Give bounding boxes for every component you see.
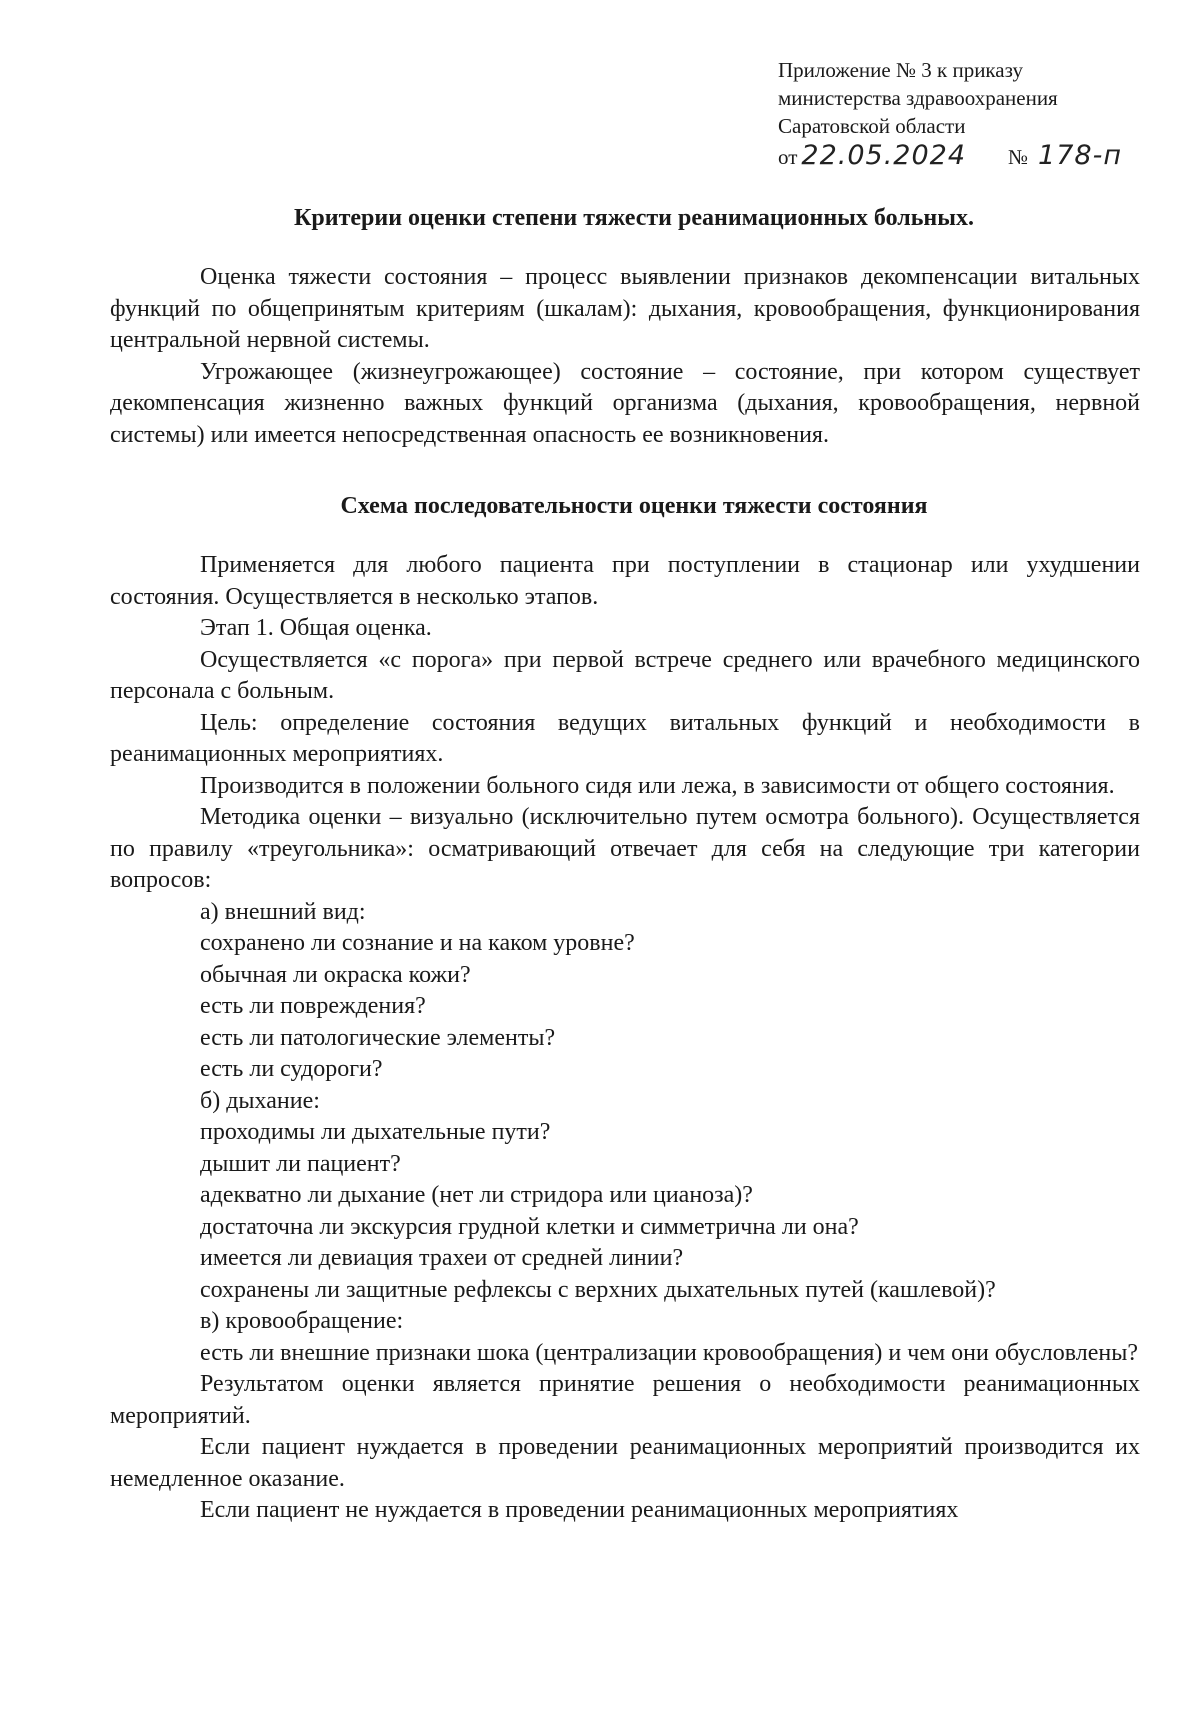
list-item: имеется ли девиация трахеи от средней линии? [200,1245,684,1271]
paragraph-needs-resuscitation: Если пациент нуждается в проведении реанимационных мероприятий производится их немедленное оказание. [110,1434,1140,1492]
category-a-heading: а) внешний вид: [200,898,366,925]
number-sign: № [1008,145,1029,169]
paragraph-position: Производится в положении больного сидя или лежа, в зависимости от общего состояния. [200,772,1115,799]
paragraph-threshold: Осуществляется «с порога» при первой встрече среднего или врачебного медицинского персонала с больным. [110,646,1140,704]
paragraph-method: Методика оценки – визуально (исключительно путем осмотра больного). Осуществляется по правилу «треугольника»: осматривающий отвечает для себя на следующие три категории вопросов: [110,804,1140,893]
list-item: есть ли повреждения? [200,993,426,1019]
list-item: есть ли судороги? [200,1056,383,1082]
paragraph-no-resuscitation: Если пациент не нуждается в проведении реанимационных мероприятиях [200,1497,959,1523]
list-item: достаточна ли экскурсия грудной клетки и симметрична ли она? [200,1213,859,1240]
paragraph-stage-1: Этап 1. Общая оценка. [200,615,432,641]
category-b-heading: б) дыхание: [200,1087,320,1114]
list-item-shock: есть ли внешние признаки шока (централизации кровообращения) и чем они обусловлены? [200,1339,1139,1366]
list-item: сохранено ли сознание и на каком уровне? [200,930,635,956]
list-item: обычная ли окраска кожи? [200,961,471,988]
list-item: адекватно ли дыхание (нет ли стридора или цианоза)? [200,1182,753,1208]
ot-label: от [778,145,798,169]
appendix-line-1: Приложение № 3 к приказу [778,58,1023,82]
appendix-header [778,56,1158,171]
list-item-reflexes: сохранены ли защитные рефлексы с верхних дыхательных путей (кашлевой)? [200,1276,996,1303]
paragraph-applies: Применяется для любого пациента при поступлении в стационар или ухудшении состояния. Осуществляется в несколько этапов. [110,552,1140,610]
handwritten-date: 22.05.2024 [801,140,966,171]
category-c-heading: в) кровообращение: [200,1308,404,1334]
order-date-number [778,142,1158,171]
list-item: дышит ли пациент? [200,1150,401,1177]
scheme-body [110,550,1140,1527]
intro-paragraph-1: Оценка тяжести состояния – процесс выявлении признаков декомпенсации витальных функций по общепринятым критериям (шкалам): дыхания, кровообращения, функционирования центральной нервной системы. [110,264,1140,353]
appendix-line-2: министерства здравоохранения [778,86,1058,110]
paragraph-goal: Цель: определение состояния ведущих витальных функций и необходимости в реанимационных мероприятиях. [110,709,1140,767]
intro-paragraph-2: Угрожающее (жизнеугрожающее) состояние – состояние, при котором существует декомпенсация жизненно важных функций организма (дыхания, кровообращения, нервной системы) или имеется непосредственная опасность ее возникновения. [110,358,1140,448]
appendix-line-3: Саратовской области [778,114,966,138]
handwritten-number: 178-п [1038,140,1122,171]
intro-block [110,262,1140,451]
list-item: есть ли патологические элементы? [200,1024,556,1051]
list-item: проходимы ли дыхательные пути? [200,1119,551,1145]
section-subtitle: Схема последовательности оценки тяжести состояния [340,493,928,519]
document-title: Критерии оценки степени тяжести реанимационных больных. [294,205,974,231]
paragraph-result: Результатом оценки является принятие решения о необходимости реанимационных мероприятий. [110,1371,1140,1429]
